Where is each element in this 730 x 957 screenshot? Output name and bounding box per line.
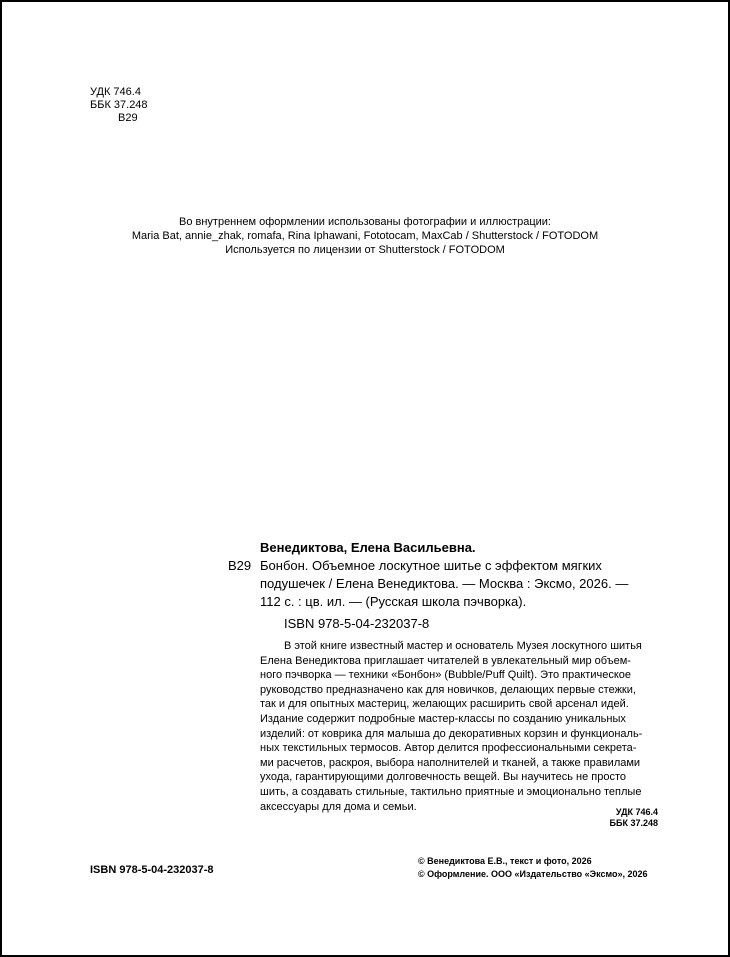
annotation-line: Елена Венедиктова приглашает читателей в увлекательный мир объем- — [260, 654, 631, 667]
entry-description — [260, 557, 670, 611]
description-line: Бонбон. Объемное лоскутное шитье с эффектом мягких — [260, 558, 602, 573]
photo-credits — [2, 215, 728, 257]
annotation-line: аксессуары для дома и семьи. — [260, 800, 417, 813]
copyright-line: © Оформление. ООО «Издательство «Эксмо», 2026 — [418, 869, 648, 879]
description-line: подушечек / Елена Венедиктова. — Москва : Эксмо, 2026. — — [260, 576, 629, 591]
entry-annotation — [260, 639, 670, 814]
credits-line: Maria Bat, annie_zhak, romafa, Rina Iphawani, Fototocam, MaxCab / Shutterstock / FOTODOM — [131, 230, 599, 242]
annotation-line: руководство предназначено как для новичков, делающих первые стежки, — [260, 683, 636, 696]
description-line: 112 с. : цв. ил. — (Русская школа пэчворка). — [260, 594, 527, 609]
credits-line: Используется по лицензии от Shutterstock / FOTODOM — [225, 244, 505, 256]
credits-line: Во внутреннем оформлении использованы фотографии и иллюстрации: — [178, 216, 551, 228]
udk-code: УДК 746.4 — [90, 86, 141, 98]
annotation-line: так и для опытных мастериц, желающих расширить свой арсенал идей. — [260, 698, 629, 711]
annotation-line: ных текстильных термосов. Автор делится профессиональными секрета- — [260, 742, 637, 755]
copyright-line: © Венедиктова Е.В., текст и фото, 2026 — [418, 856, 592, 866]
annotation-line: шить, а создавать стильные, тактильно приятные и эмоционально теплые — [260, 785, 642, 798]
annotation-line: ми расчетов, раскроя, выбора наполнителей и тканей, а также правилами — [260, 756, 641, 769]
bottom-isbn: ISBN 978-5-04-232037-8 — [90, 864, 214, 876]
classification-block — [90, 86, 148, 125]
annotation-line: ного пэчворка — техники «Бонбон» (Bubble/Puff Quilt). Это практическое — [260, 669, 632, 682]
bibliographic-entry — [260, 539, 670, 814]
annotation-line: ухода, гарантирующими долговечность вещей. Вы научитесь не просто — [260, 771, 626, 784]
copyright-notice — [418, 855, 648, 881]
annotation-line: В этой книге известный мастер и основатель Музея лоскутного шитья — [284, 640, 642, 652]
author-sign: В29 — [118, 112, 138, 124]
annotation-line: изделий: от коврика для малыша до декоративных корзин и функциональ- — [260, 727, 643, 740]
entry-isbn: ISBN 978-5-04-232037-8 — [284, 616, 430, 631]
bottom-classification — [610, 807, 658, 829]
entry-author: Венедиктова, Елена Васильевна. — [260, 540, 476, 555]
bottom-bbk: ББК 37.248 — [609, 818, 658, 828]
entry-code: В29 — [228, 558, 252, 573]
annotation-line: Издание содержит подробные мастер-классы по созданию уникальных — [260, 712, 626, 725]
bottom-udk: УДК 746.4 — [615, 807, 658, 817]
bbk-code: ББК 37.248 — [90, 99, 148, 111]
